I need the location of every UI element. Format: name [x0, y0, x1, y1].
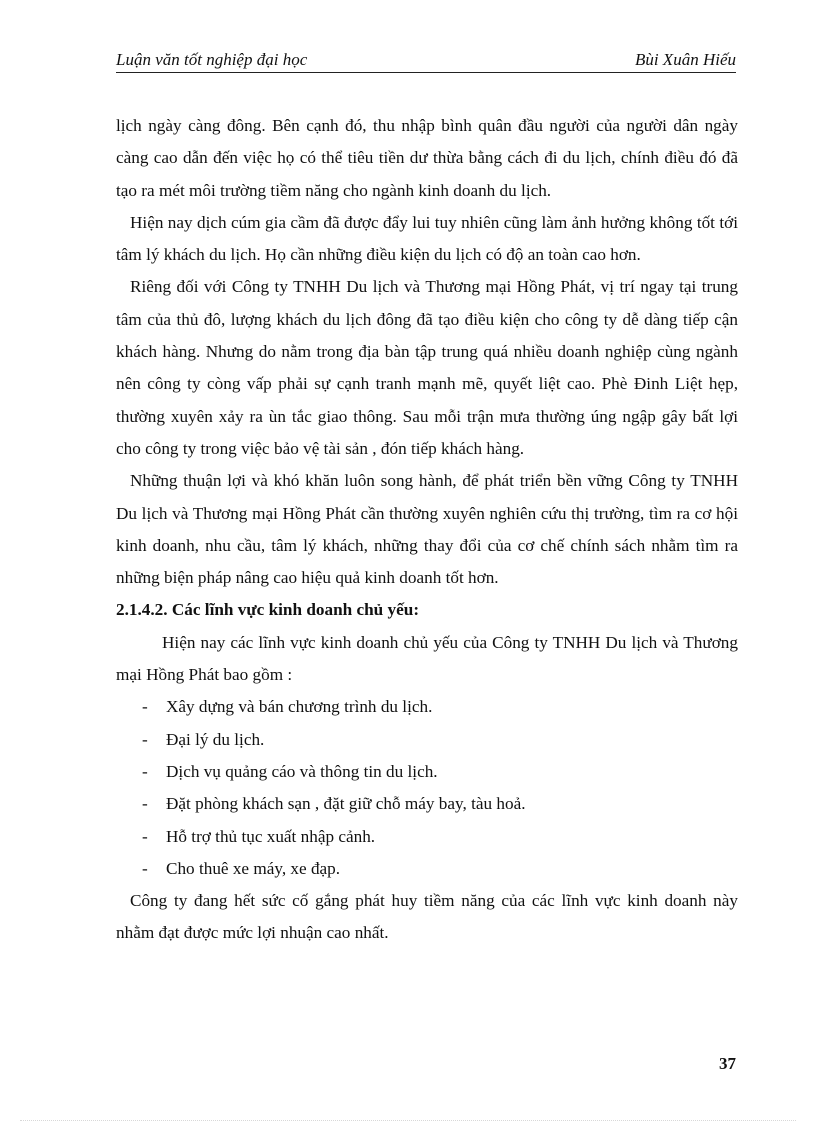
list-item [116, 756, 738, 788]
list-bullet: - [142, 761, 148, 781]
business-areas-list [116, 691, 738, 885]
page-header [116, 48, 736, 73]
list-item [116, 691, 738, 723]
list-bullet: - [142, 794, 148, 814]
list-item-text: Đại lý du lịch. [166, 729, 265, 749]
page-number: 37 [719, 1054, 736, 1073]
body-paragraph: Công ty đang hết sức cố gắng phát huy tiềm năng của các lĩnh vực kinh doanh này nhằm đạt được mức lợi nhuận cao nhất. [116, 891, 738, 943]
list-bullet: - [142, 697, 148, 717]
body-paragraph: Hiện nay dịch cúm gia cầm đã được đẩy lui tuy nhiên cũng làm ảnh hưởng không tốt tới tâm lý khách du lịch. Họ cần những điều kiện du lịch có độ an toàn cao hơn. [116, 212, 738, 265]
list-item-text: Đặt phòng khách sạn , đặt giữ chỗ máy bay, tàu hoả. [166, 794, 526, 814]
body-paragraph: Riêng đối với Công ty TNHH Du lịch và Thương mại Hồng Phát, vị trí ngay tại trung tâm của thủ đô, lượng khách du lịch đông đã tạo điều kiện cho công ty dễ dàng tiếp cận khách hàng. Nhưng do nằm trong địa bàn tập trung quá nhiều doanh nghiệp cùng ngành nên công ty còng vấp phải sự cạnh tranh mạnh mẽ, quyết liệt cao. Phè Đinh Liệt hẹp, thường xuyên xảy ra ùn tắc giao thông. Sau mỗi trận mưa thường úng ngập gây bất lợi cho công ty trong việc bảo vệ tài sản , đón tiếp khách hàng. [116, 277, 738, 458]
list-bullet: - [142, 858, 148, 878]
page-bottom-divider [20, 1120, 796, 1121]
list-item-text: Dịch vụ quảng cáo và thông tin du lịch. [166, 761, 438, 781]
header-author-name: Bùi Xuân Hiếu [634, 50, 736, 69]
body-paragraph: Những thuận lợi và khó khăn luôn song hành, để phát triển bền vững Công ty TNHH Du lịch và Thương mại Hồng Phát cần thường xuyên nghiên cứu thị trường, tìm ra cơ hội kinh doanh, nhu cầu, tâm lý khách, những thay đổi của cơ chế chính sách nhằm tìm ra những biện pháp nâng cao hiệu quả kinh doanh tốt hơn. [116, 471, 738, 588]
list-item-text: Cho thuê xe máy, xe đạp. [166, 858, 341, 878]
list-item-text: Hỗ trợ thủ tục xuất nhập cảnh. [166, 826, 376, 846]
list-item [116, 724, 738, 756]
list-item [116, 853, 738, 885]
list-bullet: - [142, 826, 148, 846]
body-paragraph: Hiện nay các lĩnh vực kinh doanh chủ yếu của Công ty TNHH Du lịch và Thương mại Hồng Phát bao gồm : [116, 632, 738, 685]
section-heading: 2.1.4.2. Các lĩnh vực kinh doanh chủ yếu: [116, 600, 420, 620]
document-body [116, 110, 738, 950]
list-item [116, 788, 738, 820]
header-thesis-title: Luận văn tốt nghiệp đại học [116, 50, 308, 69]
list-item [116, 821, 738, 853]
list-item-text: Xây dựng và bán chương trình du lịch. [166, 697, 433, 717]
list-bullet: - [142, 729, 148, 749]
body-paragraph: lịch ngày càng đông. Bên cạnh đó, thu nhập bình quân đầu người của người dân ngày càng cao dẫn đến việc họ có thể tiêu tiền dư thừa bằng cách đi du lịch, chính điều đó đã tạo ra mét môi trường tiềm năng cho ngành kinh doanh du lịch. [116, 116, 738, 200]
